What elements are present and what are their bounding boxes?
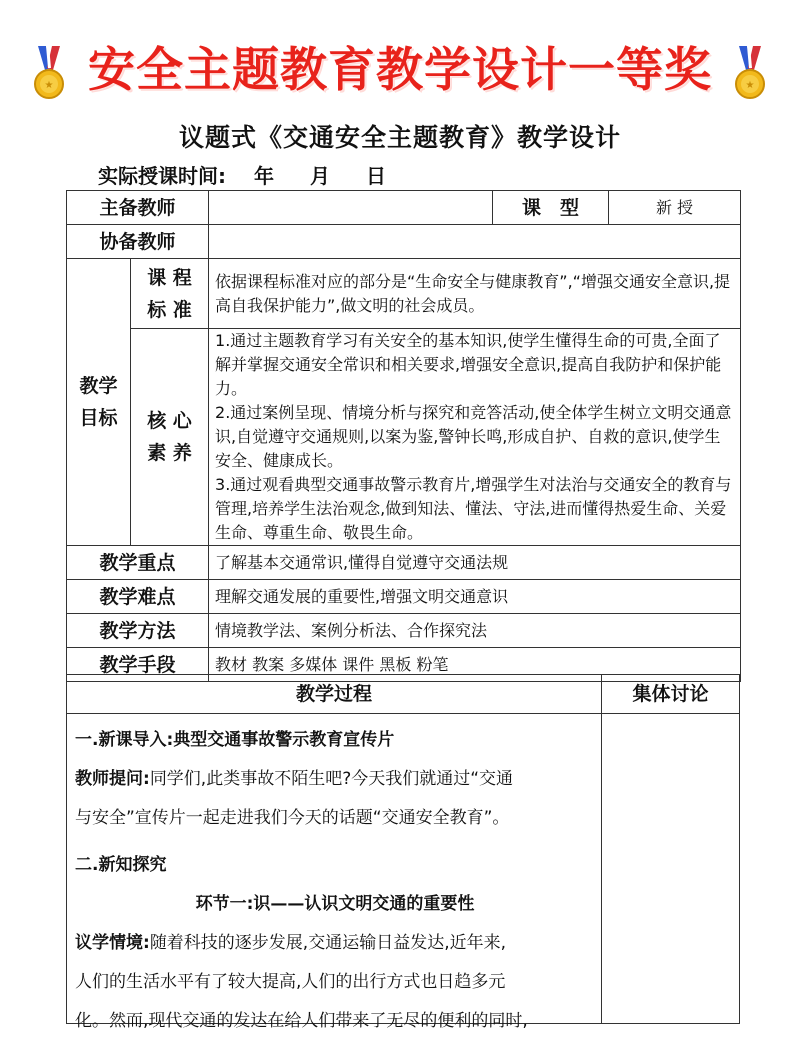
- scene-line-3: 化。然而,现代交通的发达在给人们带来了无尽的便利的同时,: [75, 1011, 528, 1031]
- method-value: 情境教学法、案例分析法、合作探究法: [209, 614, 741, 648]
- main-teacher-label: 主备教师: [67, 191, 209, 225]
- process-title: 教学过程: [67, 675, 602, 713]
- difficulty-label: 教学难点: [67, 580, 209, 614]
- discussion-title: 集体讨论: [632, 683, 709, 705]
- means-label: 教学手段: [67, 648, 209, 682]
- banner: [0, 38, 800, 104]
- standard-label: 课 程 标 准: [131, 259, 209, 329]
- date-label: 实际授课时间:: [98, 164, 226, 188]
- row-key: [67, 546, 741, 580]
- co-teacher-label: 协备教师: [67, 225, 209, 259]
- goal-label: 教学 目标: [67, 259, 131, 546]
- row-core: [67, 329, 741, 546]
- process-body: [75, 721, 595, 1041]
- document-title: 议题式《交通安全主题教育》教学设计: [178, 123, 621, 152]
- means-value: 教材 教案 多媒体 课件 黑板 粉笔: [209, 648, 741, 682]
- process-header: [67, 675, 739, 714]
- course-type-value: 新 授: [609, 191, 741, 225]
- row-main-teacher: [67, 191, 741, 225]
- info-table: [66, 190, 741, 682]
- row-co-teacher: [67, 225, 741, 259]
- svg-text:★: ★: [745, 80, 755, 91]
- row-method: [67, 614, 741, 648]
- date-line: [98, 160, 386, 189]
- method-label: 教学方法: [67, 614, 209, 648]
- key-label: 教学重点: [67, 546, 209, 580]
- date-year: 年: [254, 164, 274, 188]
- core-item: 2.通过案例呈现、情境分析与探究和竞答活动,使全体学生树立文明交通意识,自觉遵守交通规则,以案为鉴,警钟长鸣,形成自护、自救的意识,使学生安全、健康成长。: [215, 403, 732, 470]
- process-section: [66, 674, 740, 1031]
- co-teacher-value: [209, 225, 741, 259]
- core-item: 1.通过主题教育学习有关安全的基本知识,使学生懂得生命的可贵,全面了解并掌握交通安全常识和相关要求,增强安全意识,提高自我防护和保护能力。: [215, 331, 722, 398]
- row-standard: [67, 259, 741, 329]
- scene-line-1: 议学情境:随着科技的逐步发展,交通运输日益发达,近年来,: [75, 933, 507, 953]
- core-item: 3.通过观看典型交通事故警示教育片,增强学生对法治与交通安全的教育与管理,培养学生法治观念,做到知法、懂法、守法,进而懂得热爱生命、关爱生命、尊重生命、敬畏生命。: [215, 475, 732, 542]
- scene-line-2: 人们的生活水平有了较大提高,人们的出行方式也日趋多元: [75, 972, 506, 992]
- svg-text:★: ★: [44, 80, 54, 91]
- date-month: 月: [310, 164, 330, 188]
- medal-icon: [735, 46, 765, 100]
- section-2-title: 二.新知探究: [75, 855, 167, 875]
- key-value: 了解基本交通常识,懂得自觉遵守交通法规: [209, 546, 741, 580]
- row-difficulty: [67, 580, 741, 614]
- teacher-question: 教师提问:同学们,此类事故不陌生吧?今天我们就通过“交通: [75, 769, 514, 789]
- course-type-label: 课 型: [493, 191, 609, 225]
- core-text: [209, 329, 741, 546]
- process-divider: [601, 713, 602, 1023]
- standard-text: 依据课程标准对应的部分是“生命安全与健康教育”,“增强交通安全意识,提高自我保护能力”,做文明的社会成员。: [209, 259, 741, 329]
- section-1-title: 一.新课导入:典型交通事故警示教育宣传片: [75, 730, 395, 750]
- main-teacher-value: [209, 191, 493, 225]
- teacher-question-cont: 与安全”宣传片一起走进我们今天的话题“交通安全教育”。: [75, 808, 510, 828]
- difficulty-value: 理解交通发展的重要性,增强文明交通意识: [209, 580, 741, 614]
- date-day: 日: [366, 164, 386, 188]
- core-label: 核 心 素 养: [131, 329, 209, 546]
- link-1-title: 环节一:识——认识文明交通的重要性: [195, 894, 475, 914]
- banner-title: 安全主题教育教学设计一等奖: [88, 43, 712, 98]
